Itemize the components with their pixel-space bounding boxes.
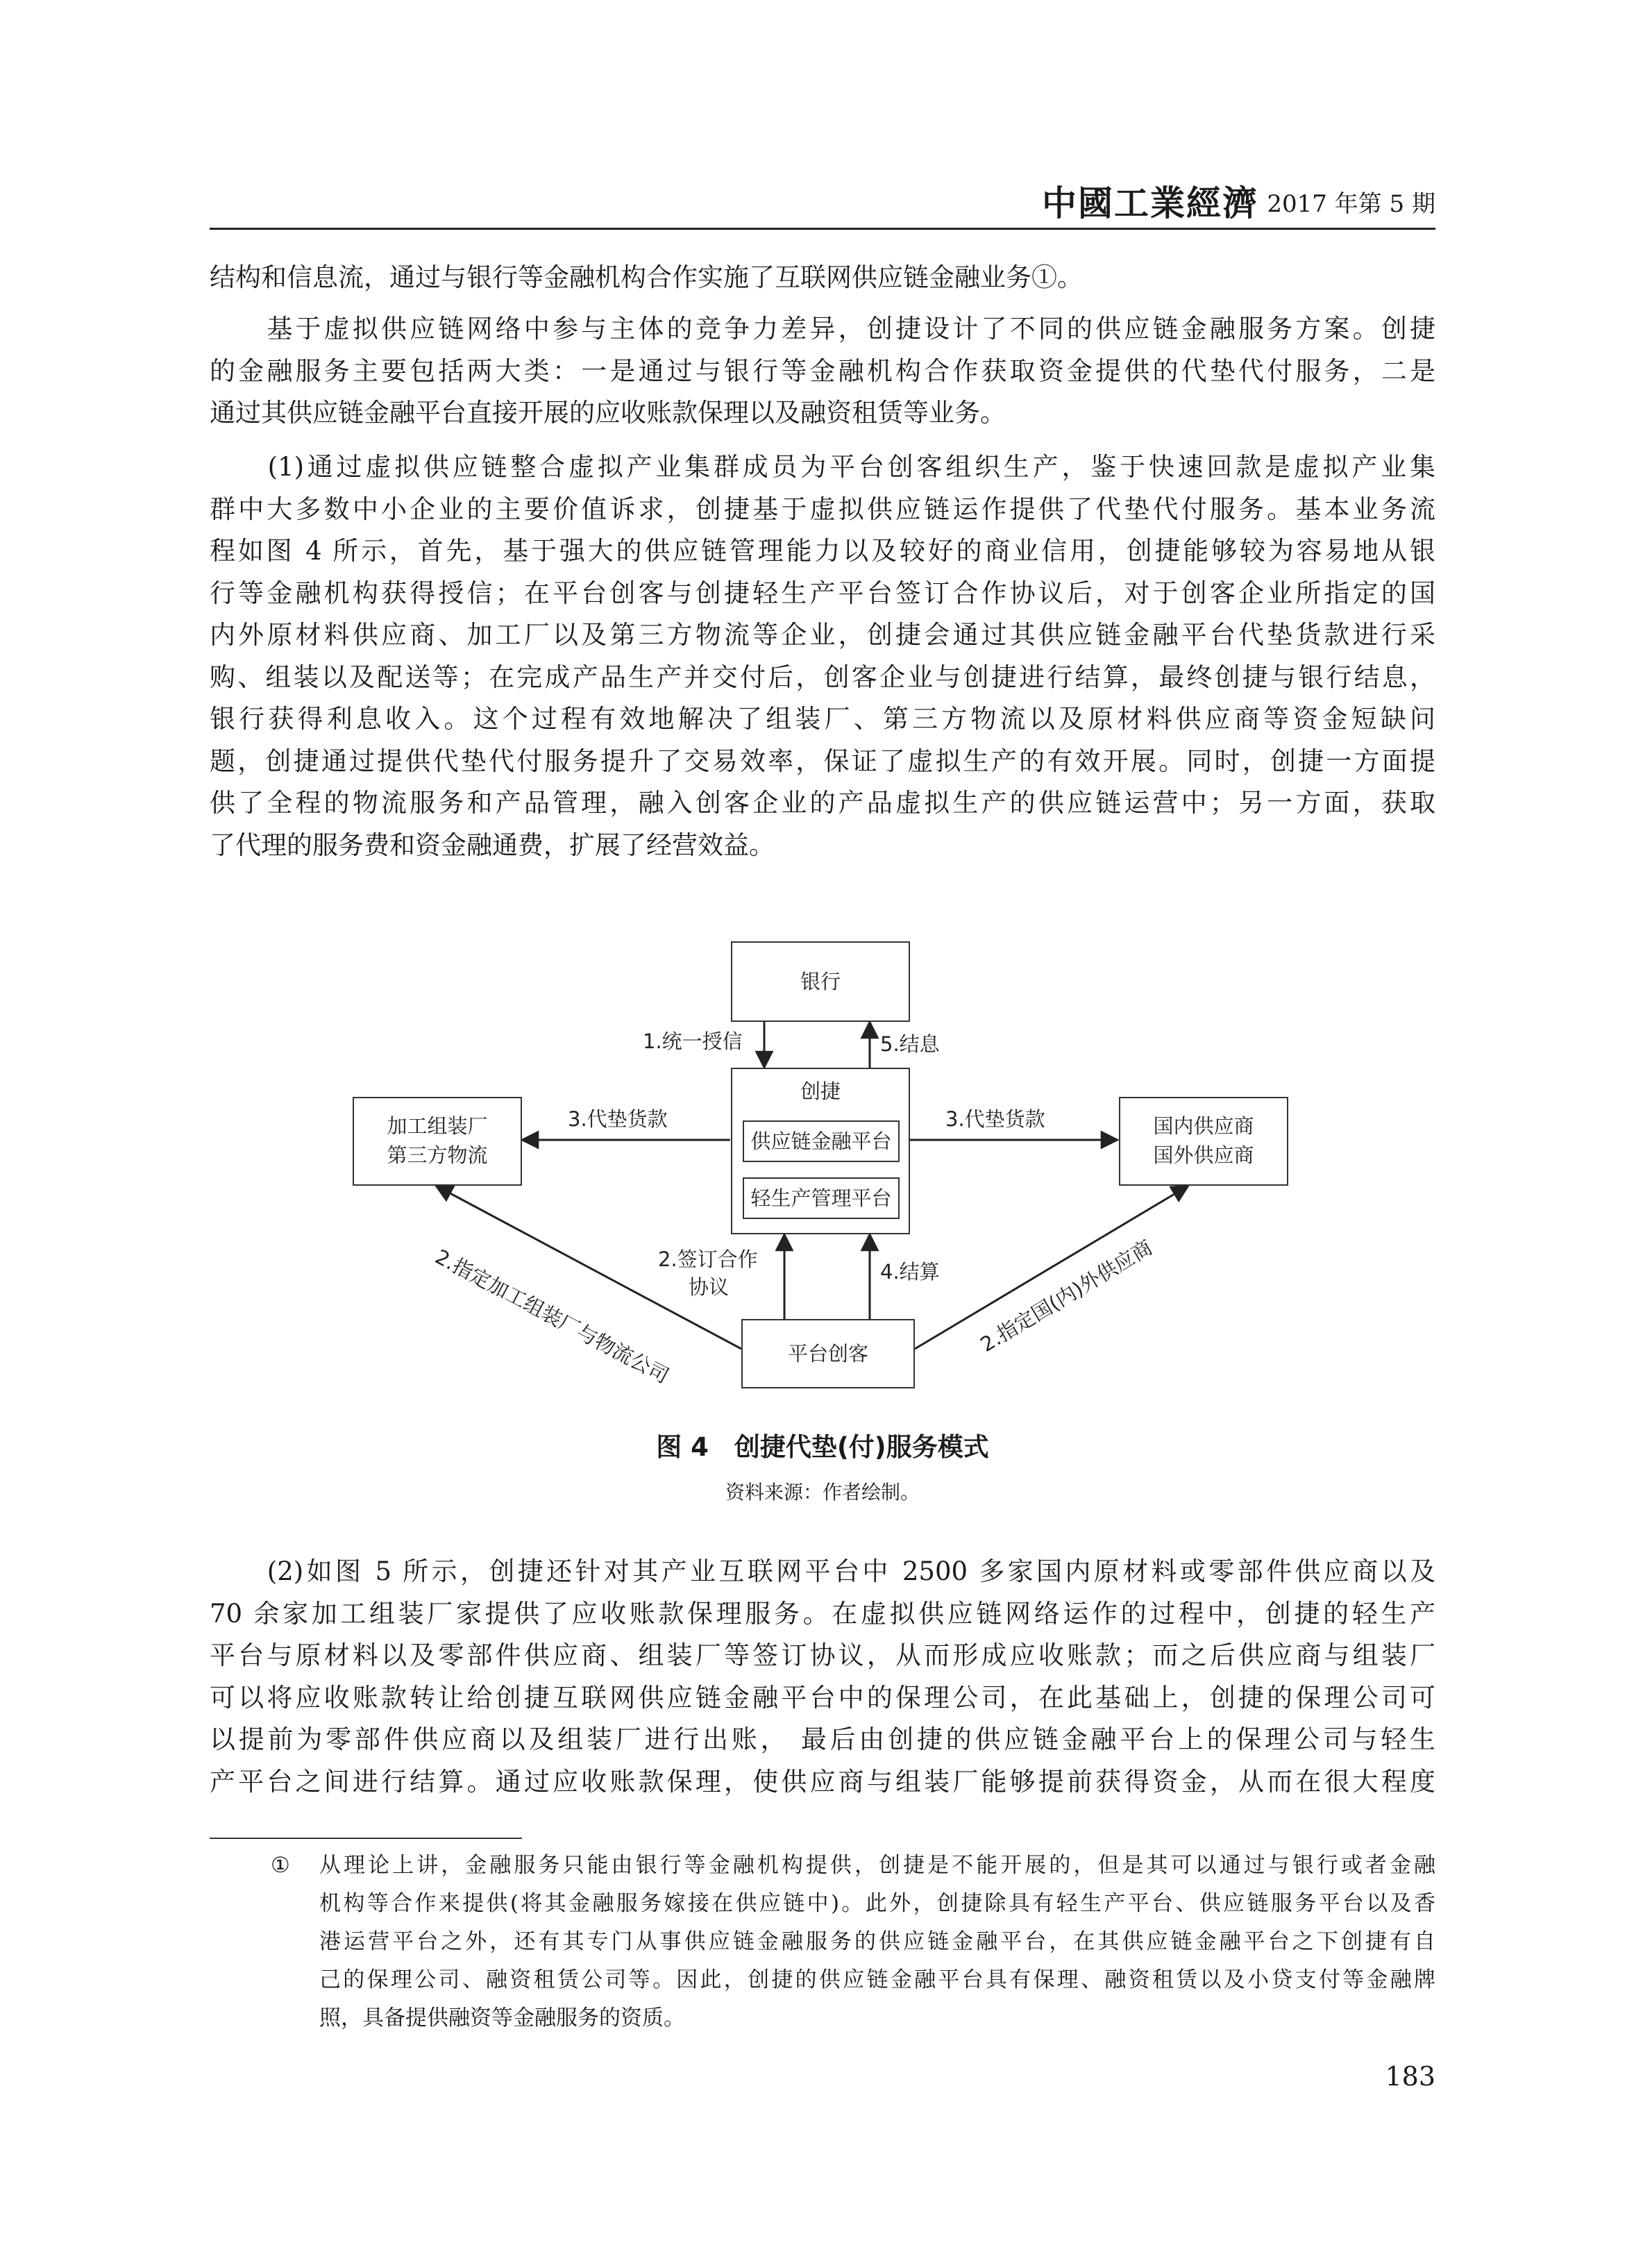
text-line: 供了全程的物流服务和产品管理，融入创客企业的产品虚拟生产的供应链运营中；另一方面，获取 [210,788,1435,818]
edge-label-advance-left: 3.代垫货款 [568,1107,668,1131]
edge-label-sign-2: 协议 [689,1275,730,1299]
text-line: 了代理的服务费和资金融通费，扩展了经营效益。 [210,830,775,860]
footnote-line: 港运营平台之外，还有其专门从事供应链金融服务的供应链金融平台，在其供应链金融平台之下创捷有自 [319,1929,1435,1954]
journal-name: 中國工業經濟 [1042,183,1258,224]
footnote-line: 机构等合作来提供(将其金融服务嫁接在供应链中)。此外，创捷除具有轻生产平台、供应链服务平台以及香 [319,1891,1435,1916]
foreign-supplier-label: 国外供应商 [1153,1143,1254,1167]
edge-label-credit: 1.统一授信 [643,1030,743,1053]
chuangjie-label: 创捷 [800,1080,841,1103]
text-line: (2)如图 5 所示，创捷还针对其产业互联网平台中 2500 多家国内原材料或零部件供应商以及 [210,1556,1435,1586]
text-line: 以提前为零部件供应商以及组装厂进行出账， 最后由创捷的供应链金融平台上的保理公司与轻生 [210,1724,1435,1754]
light-platform-label: 轻生产管理平台 [750,1186,892,1210]
text-line: 通过其供应链金融平台直接开展的应收账款保理以及融资租赁等业务。 [210,398,1006,428]
scf-platform-box [743,1120,900,1162]
bank-box [731,941,910,1022]
running-header [210,182,1435,225]
paragraph-intro [210,308,1435,435]
text-line: 70 余家加工组装厂家提供了应收账款保理服务。在虚拟供应链网络运作的过程中，创捷的轻生产 [210,1598,1435,1629]
text-line: 结构和信息流，通过与银行等金融机构合作实施了互联网供应链金融业务①。 [210,262,1083,292]
text-line: 群中大多数中小企业的主要价值诉求，创捷基于虚拟供应链运作提供了代垫代付服务。基本业务流 [210,494,1435,524]
scf-platform-label: 供应链金融平台 [750,1129,892,1153]
text-line: 题，创捷通过提供代垫代付服务提升了交易效率，保证了虚拟生产的有效开展。同时，创捷一方面提 [210,746,1435,776]
figure-4-diagram [340,930,1312,1409]
footnote [210,1847,1435,2038]
factory-label: 加工组装厂 [387,1114,488,1138]
text-line: 银行获得利息收入。这个过程有效地解决了组装厂、第三方物流以及原材料供应商等资金短缺问 [210,704,1435,734]
edge-label-interest: 5.结息 [880,1032,940,1056]
issue-label: 2017 年第 5 期 [1267,190,1435,218]
edge-label-settle: 4.结算 [880,1260,940,1284]
chuangjie-box [731,1068,910,1234]
suppliers-box [1119,1097,1288,1186]
paragraph-continuation [210,257,1435,299]
text-line: 行等金融机构获得授信；在平台创客与创捷轻生产平台签订合作协议后，对于创客企业所指定的国 [210,578,1435,608]
footnote-line: 从理论上讲，金融服务只能由银行等金融机构提供，创捷是不能开展的，但是其可以通过与银行或者金融 [319,1853,1435,1878]
edge-label-advance-right: 3.代垫货款 [945,1107,1045,1131]
figure-source: 资料来源：作者绘制。 [725,1481,920,1504]
maker-box [741,1319,915,1388]
factory-logistics-box [353,1097,522,1186]
edge-label-sign-1: 2.签订合作 [658,1247,758,1271]
light-platform-box [743,1177,900,1219]
text-line: 购、组装以及配送等；在完成产品生产并交付后，创客企业与创捷进行结算，最终创捷与银行结息， [210,662,1435,692]
footnote-line: 照，具备提供融资等金融服务的资质。 [319,2006,685,2031]
footnote-rule [210,1838,522,1839]
text-line: 内外原材料供应商、加工厂以及第三方物流等企业，创捷会通过其供应链金融平台代垫货款进行采 [210,620,1435,650]
text-line: 平台与原材料以及零部件供应商、组装厂等签订协议，从而形成应收账款；而之后供应商与组装厂 [210,1640,1435,1670]
edge-label-designate-right: 2.指定国(内)外供应商 [976,1235,1157,1357]
bank-label: 银行 [800,970,841,993]
paragraph-advance-service [210,446,1435,866]
arrow-designate-right [915,1186,1188,1349]
text-line: 基于虚拟供应链网络中参与主体的竞争力差异，创捷设计了不同的供应链金融服务方案。创捷 [210,314,1435,344]
figure-title: 图 4 创捷代垫(付)服务模式 [656,1432,989,1462]
logistics-label: 第三方物流 [387,1143,488,1167]
maker-label: 平台创客 [787,1342,868,1366]
footnote-line: 己的保理公司、融资租赁公司等。因此，创捷的供应链金融平台具有保理、融资租赁以及小贷支付等金融牌 [319,1967,1435,1992]
header-rule [210,228,1435,230]
text-line: (1)通过虚拟供应链整合虚拟产业集群成员为平台创客组织生产，鉴于快速回款是虚拟产业集 [210,452,1435,482]
text-line: 程如图 4 所示，首先，基于强大的供应链管理能力以及较好的商业信用，创捷能够较为容易地从银 [210,536,1435,566]
domestic-supplier-label: 国内供应商 [1153,1114,1254,1138]
edge-label-designate-left: 2.指定加工组装厂与物流公司 [431,1244,673,1388]
text-line: 可以将应收账款转让给创捷互联网供应链金融平台中的保理公司，在此基础上，创捷的保理公司可 [210,1682,1435,1713]
text-line: 产平台之间进行结算。通过应收账款保理，使供应商与组装厂能够提前获得资金，从而在很大程度 [210,1766,1435,1797]
paragraph-factoring-service [210,1551,1435,1803]
footnote-mark: ① [271,1853,290,1878]
text-line: 的金融服务主要包括两大类：一是通过与银行等金融机构合作获取资金提供的代垫代付服务，二是 [210,355,1435,386]
page-number: 183 [1385,2061,1435,2092]
